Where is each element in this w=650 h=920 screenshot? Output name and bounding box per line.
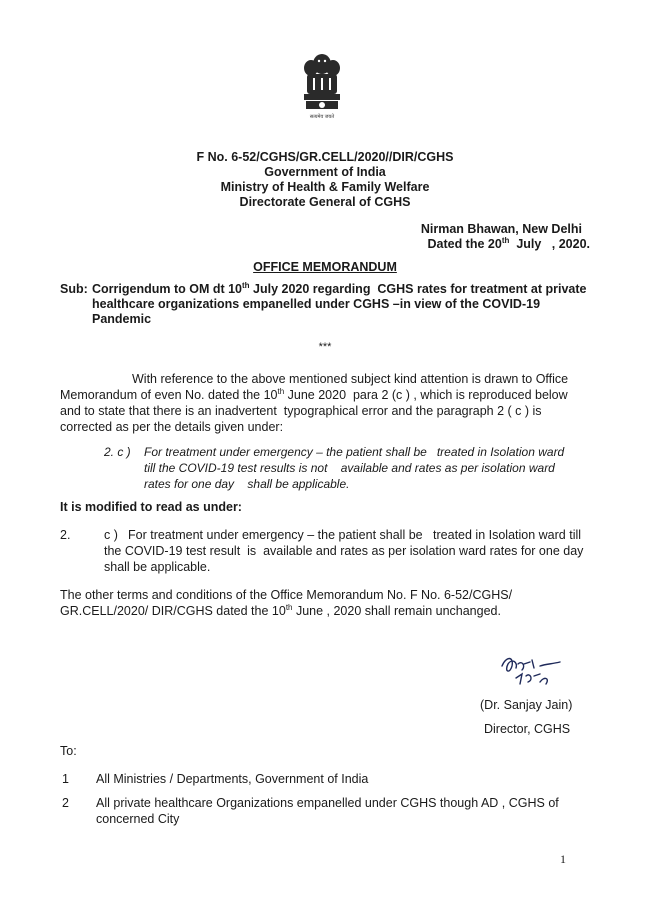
subject-label: Sub: (60, 282, 88, 296)
modified-sub: c ) (104, 528, 118, 542)
national-emblem-icon (296, 48, 348, 124)
modified-heading: It is modified to read as under: (60, 500, 242, 514)
quoted-line-2: till the COVID-19 test results is not available and rates as per isolation ward (144, 461, 555, 475)
place: Nirman Bhawan, New Delhi (420, 222, 582, 236)
recipient-text: All Ministries / Departments, Government of India (96, 772, 369, 786)
quoted-number: 2. c ) (104, 445, 131, 459)
separator: *** (318, 341, 332, 353)
recipient-number: 2 (62, 796, 69, 810)
modified-line-3: shall be applicable. (104, 560, 211, 574)
subject-line-2: healthcare organizations empanelled under CGHS –in view of the COVID-19 (92, 297, 541, 311)
subject-line-3: Pandemic (92, 312, 152, 326)
quoted-line-3: rates for one day shall be applicable. (144, 477, 350, 491)
ministry-name: Ministry of Health & Family Welfare (220, 180, 430, 194)
recipient-number: 1 (62, 772, 69, 786)
signatory-name: (Dr. Sanjay Jain) (480, 698, 573, 712)
recipient-text-cont: concerned City (96, 812, 180, 826)
government-name: Government of India (264, 165, 386, 179)
to-label: To: (60, 744, 77, 758)
signature-icon (496, 652, 566, 696)
page-number: 1 (560, 852, 566, 866)
signatory-designation: Director, CGHS (484, 722, 571, 736)
modified-line-2: the COVID-19 test result is available and rates as per isolation ward rates for one day (104, 544, 584, 558)
date-line: Dated the 20th July , 2020. (427, 235, 590, 251)
closing-line-2: GR.CELL/2020/ DIR/CGHS dated the 10th June , 2020 shall remain unchanged. (60, 602, 501, 618)
file-number: F No. 6-52/CGHS/GR.CELL/2020//DIR/CGHS (196, 150, 454, 164)
memo-title: OFFICE MEMORANDUM (253, 260, 397, 274)
body-line-4: corrected as per the details given under: (60, 420, 284, 434)
quoted-line-1: For treatment under emergency – the patient shall be treated in Isolation ward (144, 445, 565, 459)
body-line-1: With reference to the above mentioned subject kind attention is drawn to Office (132, 372, 569, 386)
modified-line-1: For treatment under emergency – the patient shall be treated in Isolation ward till (128, 528, 582, 542)
body-line-3: and to state that there is an inadvertent typographical error and the paragraph 2 ( c ) is (60, 404, 542, 418)
emblem-caption: सत्यमेव जयते (309, 114, 335, 120)
modified-number: 2. (60, 528, 71, 542)
body-line-2: Memorandum of even No. dated the 10th June 2020 para 2 (c ) , which is reproduced below (60, 386, 568, 402)
subject-line-1: Corrigendum to OM dt 10th July 2020 regarding CGHS rates for treatment at private (92, 280, 587, 296)
recipient-text: All private healthcare Organizations empanelled under CGHS though AD , CGHS of (96, 796, 559, 810)
directorate-name: Directorate General of CGHS (239, 195, 411, 209)
closing-line-1: The other terms and conditions of the Office Memorandum No. F No. 6-52/CGHS/ (60, 588, 513, 602)
